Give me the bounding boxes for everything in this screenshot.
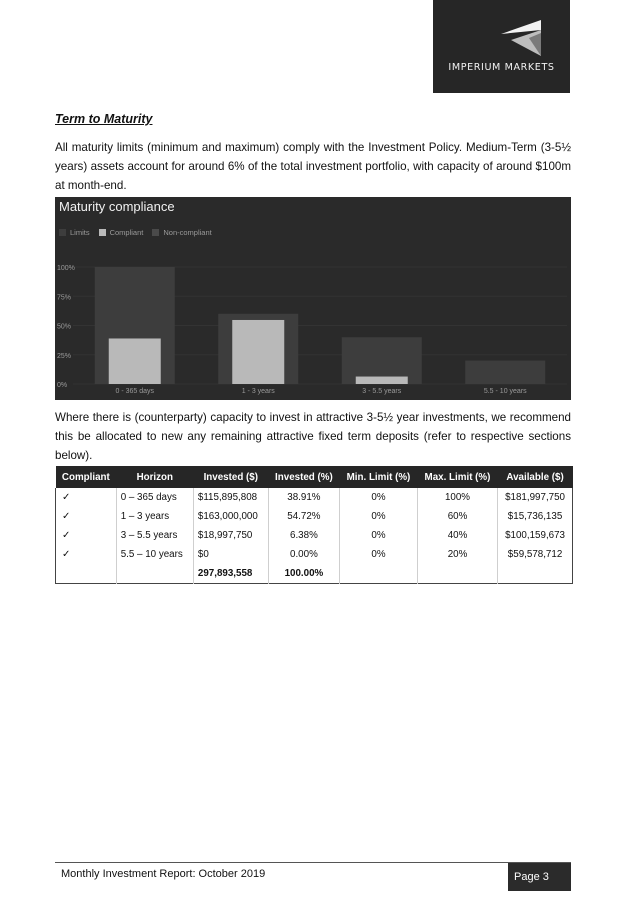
y-tick-label: 25% (57, 352, 72, 360)
footer-divider (55, 862, 571, 863)
compliant-bar (232, 320, 284, 384)
min-limit-cell: 0% (340, 507, 418, 526)
available-cell: $181,997,750 (505, 492, 566, 503)
min-limit-cell: 0% (340, 545, 418, 564)
y-tick-label: 75% (57, 294, 72, 302)
y-tick-label: 100% (57, 265, 75, 272)
max-limit-cell: 60% (417, 507, 497, 526)
compliant-bar (356, 377, 408, 384)
y-tick-label: 50% (57, 323, 72, 331)
chart-title: Maturity compliance (59, 199, 175, 214)
x-tick-label: 1 - 3 years (241, 388, 275, 395)
table-header-row (56, 466, 573, 488)
x-tick-label: 5.5 - 10 years (483, 388, 527, 395)
column-header: Compliant (56, 466, 117, 488)
column-header: Available ($) (498, 466, 573, 488)
invested-percent-cell: 38.91% (268, 488, 339, 507)
column-header: Invested (%) (268, 466, 339, 488)
check-icon: ✓ (56, 526, 117, 545)
available-cell: $59,578,712 (507, 549, 563, 560)
available-cell: $15,736,135 (507, 511, 563, 522)
table-total-row (56, 564, 573, 584)
table-row (56, 507, 573, 526)
logo-text: IMPERIUM MARKETS (448, 62, 555, 73)
chart-plot-area (55, 197, 571, 400)
column-header: Max. Limit (%) (417, 466, 497, 488)
max-limit-cell: 40% (417, 526, 497, 545)
available-cell: $100,159,673 (505, 530, 566, 541)
intro-paragraph: All maturity limits (minimum and maximum) comply with the Investment Policy. Medium-Term (3-5½ years) assets account for around 6% of the total investment portfolio, with capacity of around $100m at month-end. (55, 141, 571, 192)
horizon-cell: 3 – 5.5 years (116, 526, 193, 545)
column-header: Horizon (116, 466, 193, 488)
invested-amount-cell: $163,000,000 (193, 507, 268, 526)
recommendation-paragraph: Where there is (counterparty) capacity to invest in attractive 3-5½ year investments, we recommend this be allocated to new any remaining attractive fixed term deposits (refer to respective sections below). (55, 411, 571, 462)
invested-amount-cell: $0 (193, 545, 268, 564)
empty-cell (498, 564, 573, 584)
invested-amount-cell: $18,997,750 (193, 526, 268, 545)
empty-cell (56, 564, 117, 584)
max-limit-cell: 100% (417, 488, 497, 507)
total-percent-cell: 100.00% (268, 564, 339, 584)
check-icon: ✓ (56, 545, 117, 564)
table-row (56, 488, 573, 507)
table-row (56, 545, 573, 564)
max-limit-cell: 20% (417, 545, 497, 564)
invested-amount-cell: $115,895,808 (193, 488, 268, 507)
imperium-markets-logo (433, 0, 570, 93)
maturity-table (55, 466, 573, 584)
maturity-compliance-chart (55, 197, 571, 400)
limit-bar (465, 361, 545, 384)
empty-cell (116, 564, 193, 584)
total-invested-cell: 297,893,558 (193, 564, 268, 584)
horizon-cell: 1 – 3 years (116, 507, 193, 526)
invested-percent-cell: 0.00% (268, 545, 339, 564)
horizon-cell: 5.5 – 10 years (116, 545, 193, 564)
empty-cell (417, 564, 497, 584)
x-tick-label: 0 - 365 days (115, 388, 155, 395)
table-row (56, 526, 573, 545)
min-limit-cell: 0% (340, 488, 418, 507)
invested-percent-cell: 6.38% (268, 526, 339, 545)
footer-report-title: Monthly Investment Report: October 2019 (61, 868, 266, 880)
legend-label: Non-compliant (163, 228, 212, 237)
legend-label: Compliant (109, 228, 144, 237)
check-icon: ✓ (56, 488, 117, 507)
column-header: Invested ($) (193, 466, 268, 488)
page-number: Page 3 (508, 863, 571, 891)
x-tick-label: 3 - 5.5 years (362, 388, 402, 395)
logo-mark-icon (433, 0, 570, 93)
check-icon: ✓ (56, 507, 117, 526)
horizon-cell: 0 – 365 days (116, 488, 193, 507)
section-title: Term to Maturity (55, 112, 153, 126)
compliant-bar (109, 338, 161, 384)
empty-cell (340, 564, 418, 584)
legend-label: Limits (70, 228, 90, 237)
column-header: Min. Limit (%) (340, 466, 418, 488)
y-tick-label: 0% (57, 382, 68, 389)
min-limit-cell: 0% (340, 526, 418, 545)
invested-percent-cell: 54.72% (268, 507, 339, 526)
